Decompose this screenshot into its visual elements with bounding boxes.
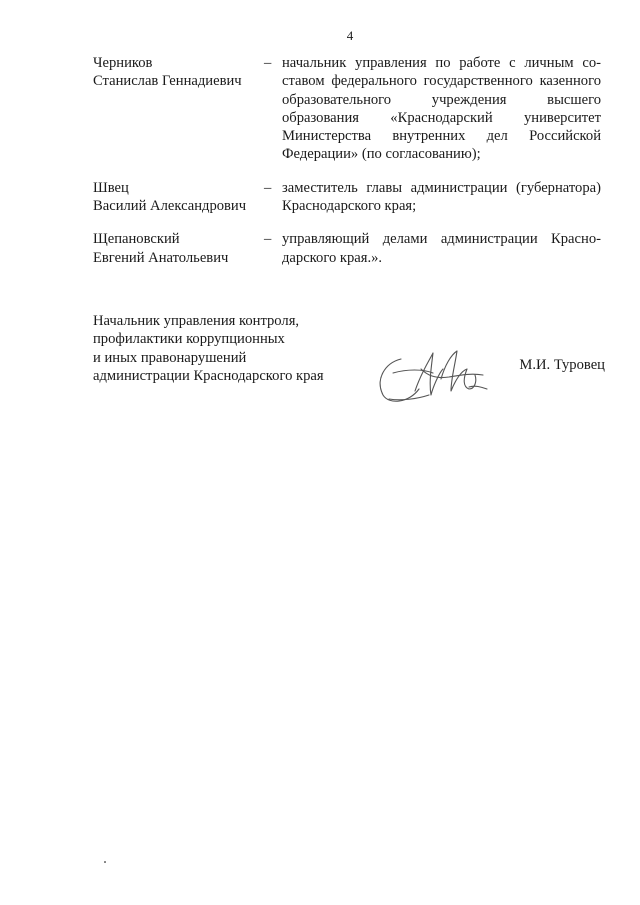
- member-position: начальник управления по работе с личным составом федерального государственного казенного образовательного учреждения высшего образования «Краснодарский университет Министерства внутренних дел Российской Федерации» (по согласованию);: [282, 55, 601, 163]
- signer-title-line: Начальник управления контроля,: [93, 313, 300, 329]
- member-given-names: Станислав Геннадиевич: [93, 73, 242, 90]
- member-list: [93, 54, 601, 282]
- handwritten-signature: [371, 339, 501, 409]
- member-row: [93, 230, 601, 267]
- signature-block: [93, 312, 605, 402]
- member-row: [93, 179, 601, 216]
- member-surname: Щепановский: [93, 231, 180, 248]
- member-name: [93, 54, 264, 91]
- member-given-names: Евгений Анатольевич: [93, 249, 229, 266]
- member-position: управляющий делами администрации Краснодарского края.».: [282, 231, 601, 266]
- member-dash: –: [264, 231, 272, 248]
- member-name: [93, 179, 264, 216]
- member-surname: Черников: [93, 55, 153, 71]
- member-position: заместитель главы администрации (губернатора) Краснодарского края;: [282, 179, 601, 215]
- signer-title-line: администрации Краснодарского края: [93, 367, 324, 384]
- member-given-names: Василий Александрович: [93, 198, 247, 215]
- signer-name: М.И. Туровец: [519, 357, 605, 373]
- signer-title-line: профилактики коррупционных: [93, 331, 285, 348]
- member-row: [93, 54, 601, 164]
- scan-speck: [104, 861, 106, 863]
- member-name: [93, 230, 264, 267]
- member-surname: Швец: [93, 179, 129, 196]
- signer-title-line: и иных правонарушений: [93, 349, 247, 366]
- page-number: 4: [346, 28, 354, 43]
- member-dash: –: [264, 179, 272, 196]
- member-dash: –: [264, 55, 272, 71]
